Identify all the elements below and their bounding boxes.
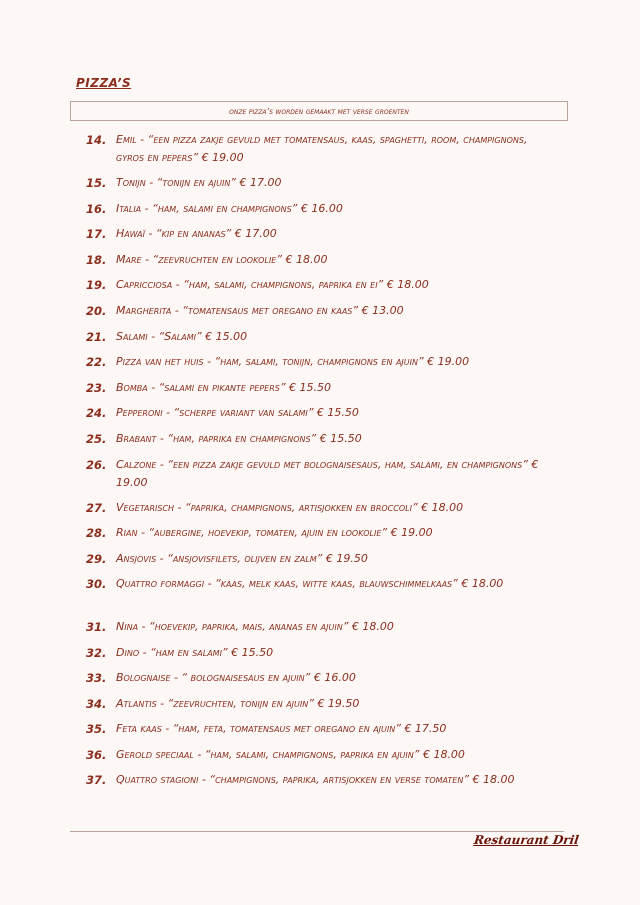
menu-item (86, 695, 556, 713)
menu-item-number: 34. (86, 697, 107, 711)
menu-item-description: Capricciosa - “ham, salami, champignons, paprika en ei” € 18.00 (116, 278, 429, 291)
menu-item-number: 15. (86, 176, 107, 190)
menu-item-description: Emil - “een pizza zakje gevuld met tomatensaus, kaas, spaghetti, room, champignons, gyros en pepers” € 19.00 (116, 133, 528, 164)
menu-item (86, 225, 556, 243)
menu-item (86, 404, 556, 422)
menu-item (86, 524, 556, 542)
menu-item-description: Feta kaas - “ham, feta, tomatensaus met oregano en ajuin” € 17.50 (116, 722, 447, 735)
menu-item-description: Calzone - “een pizza zakje gevuld met bolognaisesaus, ham, salami, en champignons” € 19.00 (116, 458, 539, 489)
footer-divider (70, 831, 564, 832)
menu-item-description: Ansjovis - “ansjovisfilets, olijven en zalm” € 19.50 (116, 552, 368, 565)
menu-item (86, 328, 556, 346)
menu-item (86, 131, 556, 167)
menu-item-number: 35. (86, 722, 107, 736)
menu-item (86, 499, 556, 517)
menu-item-description: Quattro formaggi - “kaas, melk kaas, witte kaas, blauwschimmelkaas” € 18.00 (116, 577, 504, 590)
menu-item-description: Tonijn - “tonijn en ajuin” € 17.00 (116, 176, 282, 189)
menu-item-number: 23. (86, 381, 107, 395)
menu-item-number: 32. (86, 646, 107, 660)
menu-item (86, 644, 556, 662)
menu-item-number: 27. (86, 501, 107, 515)
menu-item-description: Margherita - “tomatensaus met oregano en kaas” € 13.00 (116, 304, 404, 317)
menu-item-number: 37. (86, 773, 107, 787)
menu-item-description: Bolognaise - “ bolognaisesaus en ajuin” € 16.00 (116, 671, 356, 684)
menu-item-description: Pizza van het huis - “ham, salami, tonijn, champignons en ajuin” € 19.00 (116, 355, 470, 368)
menu-item-number: 22. (86, 355, 107, 369)
menu-item-number: 28. (86, 526, 107, 540)
menu-item-number: 14. (86, 133, 107, 147)
menu-item (86, 430, 556, 448)
menu-item-description: Bomba - “salami en pikante pepers” € 15.50 (116, 381, 332, 394)
menu-item (86, 276, 556, 294)
menu-item (86, 746, 556, 764)
menu-item-description: Quattro stagioni - “champignons, paprika, artisjokken en verse tomaten” € 18.00 (116, 773, 515, 786)
menu-item-description: Atlantis - “zeevruchten, tonijn en ajuin” € 19.50 (116, 697, 360, 710)
menu-item (86, 379, 556, 397)
menu-item-number: 24. (86, 406, 107, 420)
menu-item (86, 456, 556, 492)
menu-item-number: 29. (86, 552, 107, 566)
menu-item-number: 36. (86, 748, 107, 762)
menu-item-description: Vegetarisch - “paprika, champignons, artisjokken en broccoli” € 18.00 (116, 501, 464, 514)
menu-item (86, 669, 556, 687)
menu-item (86, 618, 556, 636)
menu-item-number: 19. (86, 278, 107, 292)
menu-item-description: Dino - “ham en salami” € 15.50 (116, 646, 274, 659)
subtitle-banner: onze pizza’s worden gemaakt met verse groenten (70, 101, 568, 121)
menu-item (86, 251, 556, 269)
restaurant-logo: Restaurant Dril (473, 833, 580, 847)
menu-item-number: 26. (86, 458, 107, 472)
menu-item-number: 25. (86, 432, 107, 446)
menu-item-description: Italia - “ham, salami en champignons” € 16.00 (116, 202, 343, 215)
menu-item-description: Nina - “hoevekip, paprika, mais, ananas en ajuin” € 18.00 (116, 620, 394, 633)
menu-item-description: Hawaï - “kip en ananas” € 17.00 (116, 227, 277, 240)
page-title: PIZZA’S (76, 76, 132, 90)
menu-item (86, 200, 556, 218)
menu-item-description: Brabant - “ham, paprika en champignons” € 15.50 (116, 432, 362, 445)
menu-item (86, 302, 556, 320)
menu-item-description: Gerold speciaal - “ham, salami, champignons, paprika en ajuin” € 18.00 (116, 748, 465, 761)
menu-item-number: 18. (86, 253, 107, 267)
menu-item (86, 771, 556, 789)
menu-item-description: Mare - “zeevruchten en lookolie” € 18.00 (116, 253, 328, 266)
menu-item (86, 575, 556, 593)
menu-item-number: 20. (86, 304, 107, 318)
menu-item-number: 33. (86, 671, 107, 685)
menu-item-number: 21. (86, 330, 107, 344)
menu-item-number: 16. (86, 202, 107, 216)
menu-item (86, 353, 556, 371)
menu-item-description: Pepperoni - “scherpe variant van salami” € 15.50 (116, 406, 359, 419)
menu-item-number: 30. (86, 577, 107, 591)
menu-item (86, 720, 556, 738)
menu-item-description: Rian - “aubergine, hoevekip, tomaten, ajuin en lookolie” € 19.00 (116, 526, 433, 539)
menu-item (86, 174, 556, 192)
menu-item (86, 550, 556, 568)
menu-item-description: Salami - “Salami” € 15.00 (116, 330, 248, 343)
menu-item-number: 17. (86, 227, 107, 241)
menu-item-number: 31. (86, 620, 107, 634)
